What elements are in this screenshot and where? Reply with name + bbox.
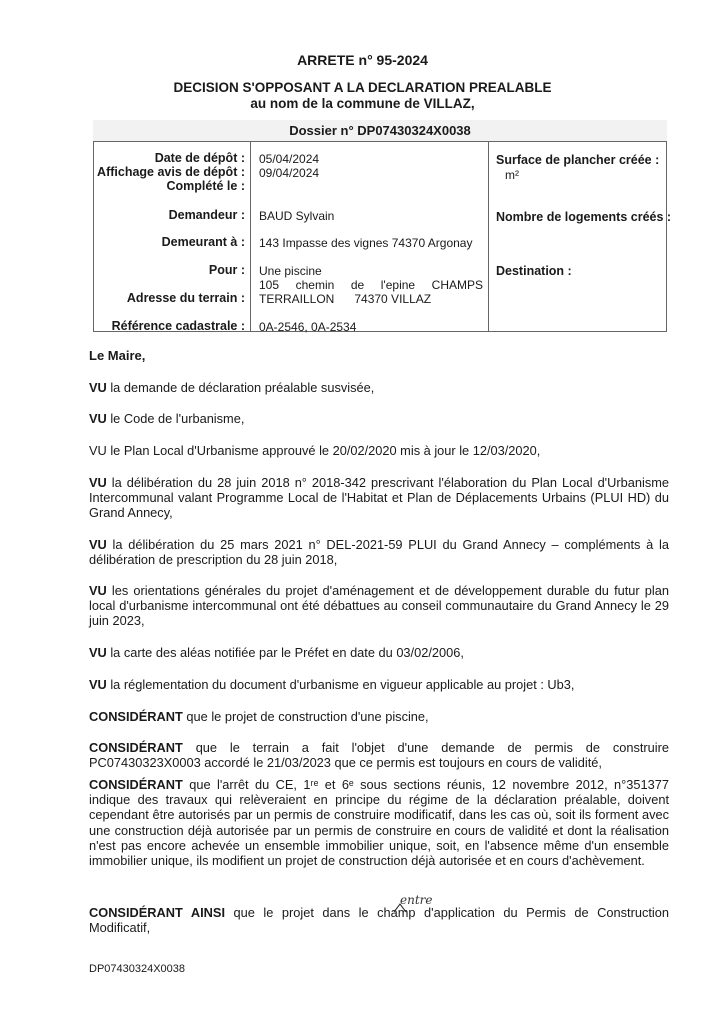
label-destination: Destination : (496, 264, 572, 278)
value-demandeur: BAUD Sylvain (259, 209, 335, 223)
value-demeurant: 143 Impasse des vignes 74370 Argonay (259, 236, 473, 250)
vu-paragraph (89, 411, 244, 426)
considerant-keyword: CONSIDÉRANT (89, 709, 183, 724)
vu-paragraph: VU le Plan Local d'Urbanisme approuvé le 20/02/2020 mis à jour le 12/03/2020, (89, 443, 541, 458)
considerant-keyword: CONSIDÉRANT (89, 740, 183, 755)
considerant-ainsi-paragraph (89, 905, 669, 935)
vu-paragraph (89, 537, 669, 567)
label-adresse: Adresse du terrain : (126, 291, 245, 305)
vu-paragraph (89, 380, 374, 395)
label-demeurant: Demeurant à : (161, 235, 245, 249)
value-adresse-line2: TERRAILLON 74370 VILLAZ (259, 292, 432, 306)
vu-text: le Code de l'urbanisme, (106, 411, 245, 426)
considerant-paragraph (89, 740, 669, 770)
commune-subtitle: au nom de la commune de VILLAZ, (250, 96, 475, 111)
vu-keyword: VU (89, 583, 107, 598)
label-logements: Nombre de logements créés : (496, 210, 672, 224)
considerant-ainsi-keyword: CONSIDÉRANT AINSI (89, 905, 226, 920)
vu-keyword: VU (89, 475, 107, 490)
maire-heading: Le Maire, (89, 348, 146, 363)
label-date-depot: Date de dépôt : (154, 151, 245, 165)
vu-keyword: VU (89, 380, 107, 395)
vu-keyword: VU (89, 645, 107, 660)
vu-keyword: VU (89, 677, 107, 692)
vu-text: la demande de déclaration préalable susvisée, (106, 380, 375, 395)
considerant-paragraph (89, 709, 429, 724)
arrete-title: ARRETE n° 95-2024 (297, 52, 428, 68)
value-surface-unit: m² (505, 168, 519, 182)
vu-keyword: VU (89, 411, 107, 426)
considerant-paragraph (89, 777, 669, 868)
footer-dossier-reference: DP07430324X0038 (89, 963, 186, 975)
vu-text: la délibération du 25 mars 2021 n° DEL-2021-59 PLUI du Grand Annecy – compléments à la délibération de prescription du 28 juin 2018, (89, 537, 669, 568)
value-pour: Une piscine (259, 264, 322, 278)
vu-paragraph (89, 583, 669, 629)
label-pour: Pour : (208, 263, 245, 277)
considerant-text: que l'arrêt du CE, 1ʳᵉ et 6ᵉ sous sections réunis, 12 novembre 2012, n°351377 indique des travaux qui relèveraient en principe du régime de la déclaration préalable, doivent cependant être autorisés par un permis de construire modificatif, dans les cas où, soit ils forment avec une construction déjà autorisée par un permis de construire en cours de validité et dont la réalisation n'est pas encore achevée un ensemble immobilier unique, soit, en l'absence même d'un ensemble immobilier unique, ils modifient un projet de construction déjà autorisée et en cours d'achèvement. (89, 777, 669, 869)
value-reference: 0A-2546, 0A-2534 (259, 320, 357, 334)
label-surface: Surface de plancher créée : (496, 153, 660, 167)
value-adresse-line1: 105 chemin de l'epine CHAMPS (259, 278, 483, 292)
vu-paragraph (89, 677, 574, 692)
considerant-text: que le projet dans le champ d'application du Permis de Construction Modificatif, (89, 905, 669, 936)
column-divider (250, 142, 251, 332)
considerant-text: que le terrain a fait l'objet d'une demande de permis de construire PC07430323X0003 accordé le 21/03/2023 que ce permis est toujours en cours de validité, (89, 740, 669, 771)
column-divider (488, 142, 489, 332)
label-complete: Complété le : (166, 179, 245, 193)
vu-text: la carte des aléas notifiée par le Préfet en date du 03/02/2006, (106, 645, 464, 660)
vu-paragraph (89, 645, 464, 660)
dossier-number: Dossier n° DP07430324X0038 (93, 120, 667, 142)
vu-text: les orientations générales du projet d'aménagement et de développement durable du futur plan local d'urbanisme intercommunal ont été débattues au conseil communautaire du Grand Annecy le 29 juin 2023, (89, 583, 669, 629)
label-reference: Référence cadastrale : (111, 319, 245, 333)
label-affichage: Affichage avis de dépôt : (97, 165, 245, 179)
decision-title: DECISION S'OPPOSANT A LA DECLARATION PREALABLE (173, 80, 552, 95)
vu-keyword: VU (89, 537, 107, 552)
value-date-depot: 05/04/2024 (259, 152, 320, 166)
vu-text: la réglementation du document d'urbanisme en vigueur applicable au projet : Ub3, (106, 677, 575, 692)
label-demandeur: Demandeur : (168, 208, 245, 222)
insertion-caret-icon (393, 903, 407, 913)
vu-paragraph (89, 475, 669, 521)
value-affichage: 09/04/2024 (259, 166, 320, 180)
considerant-keyword: CONSIDÉRANT (89, 777, 183, 792)
considerant-text: que le projet de construction d'une piscine, (182, 709, 429, 724)
vu-text: la délibération du 28 juin 2018 n° 2018-342 prescrivant l'élaboration du Plan Local d'Urbanisme Intercommunal valant Programme Local de l'Habitat et Plan de Déplacements Urbains (PLUI HD) du Grand Annecy, (89, 475, 669, 521)
handwritten-annotation: entre (400, 893, 433, 907)
